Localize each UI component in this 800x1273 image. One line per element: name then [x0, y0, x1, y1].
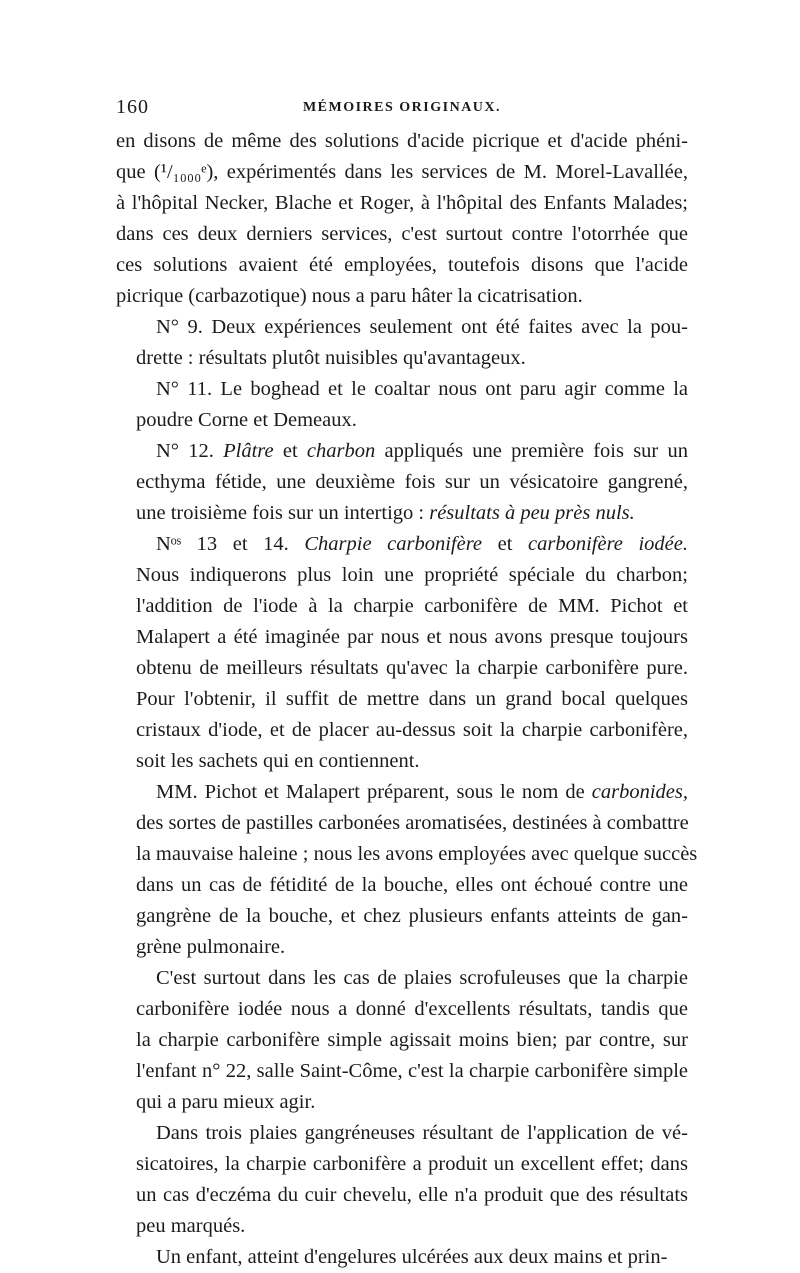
text-line: Pour l'obtenir, il suffit de mettre dans un grand bocal quelques — [136, 688, 688, 710]
text-line: l'addition de l'iode à la charpie carbonifère de MM. Pichot et — [136, 595, 688, 617]
page-header — [116, 96, 688, 126]
document-page — [116, 96, 698, 1273]
text-line: dans ces deux derniers services, c'est surtout contre l'otorrhée que — [116, 223, 688, 245]
body-text — [116, 126, 698, 1273]
text-line: des sortes de pastilles carbonées aromatisées, destinées à combattre — [136, 812, 689, 834]
text-line: gangrène de la bouche, et chez plusieurs enfants atteints de gan- — [136, 905, 688, 927]
text-line: ecthyma fétide, une deuxième fois sur un vésicatoire gangrené, — [136, 471, 688, 493]
text-line: un cas d'eczéma du cuir chevelu, elle n'a produit que des résultats — [136, 1184, 688, 1206]
text-line: Nous indiquerons plus loin une propriété spéciale du charbon; — [136, 564, 688, 586]
text-line: la charpie carbonifère simple agissait moins bien; par contre, sur — [136, 1029, 688, 1051]
page-number: 160 — [116, 96, 149, 118]
text-line: C'est surtout dans les cas de plaies scrofuleuses que la charpie — [156, 967, 688, 989]
text-line: MM. Pichot et Malapert préparent, sous le nom de carbonides, — [156, 781, 688, 803]
paragraph — [116, 436, 688, 529]
text-line: carbonifère iodée nous a donné d'excellents résultats, tandis que — [136, 998, 688, 1020]
text-line: une troisième fois sur un intertigo : résultats à peu près nuls. — [136, 502, 635, 524]
text-line: N° 9. Deux expériences seulement ont été faites avec la pou- — [156, 316, 688, 338]
paragraph — [116, 777, 698, 963]
text-line: drette : résultats plutôt nuisibles qu'avantageux. — [136, 347, 526, 369]
text-line: peu marqués. — [136, 1215, 246, 1237]
text-line: grène pulmonaire. — [136, 936, 286, 958]
text-line: à l'hôpital Necker, Blache et Roger, à l'hôpital des Enfants Malades; — [116, 192, 688, 214]
text-line: Nᵒˢ 13 et 14. Charpie carbonifère et carbonifère iodée. — [156, 533, 689, 555]
paragraph — [116, 1242, 688, 1273]
text-line: Dans trois plaies gangréneuses résultant de l'application de vé- — [156, 1122, 688, 1144]
text-line: cristaux d'iode, et de placer au-dessus soit la charpie carbonifère, — [136, 719, 688, 741]
paragraph — [116, 374, 688, 436]
paragraph — [116, 126, 688, 312]
text-line: poudre Corne et Demeaux. — [136, 409, 357, 431]
paragraph — [116, 529, 688, 777]
text-line: en disons de même des solutions d'acide picrique et d'acide phéni- — [116, 130, 688, 152]
text-line: N° 12. Plâtre et charbon appliqués une première fois sur un — [156, 440, 689, 462]
text-line: l'enfant n° 22, salle Saint-Côme, c'est la charpie carbonifère simple — [136, 1060, 688, 1082]
text-line: dans un cas de fétidité de la bouche, elles ont échoué contre une — [136, 874, 688, 896]
paragraph — [116, 312, 688, 374]
text-line: que (¹/₁₀₀₀ᵉ), expérimentés dans les services de M. Morel-Lavallée, — [116, 161, 688, 183]
paragraph — [116, 963, 688, 1118]
text-line: Malapert a été imaginée par nous et nous avons presque toujours — [136, 626, 688, 648]
text-line: picrique (carbazotique) nous a paru hâter la cicatrisation. — [116, 285, 583, 307]
text-line: qui a paru mieux agir. — [136, 1091, 316, 1113]
text-line: ces solutions avaient été employées, toutefois disons que l'acide — [116, 254, 688, 276]
paragraph — [116, 1118, 688, 1242]
text-line: la mauvaise haleine ; nous les avons employées avec quelque succès — [136, 843, 698, 865]
text-line: N° 11. Le boghead et le coaltar nous ont paru agir comme la — [156, 378, 688, 400]
text-line: sicatoires, la charpie carbonifère a produit un excellent effet; dans — [136, 1153, 688, 1175]
text-line: soit les sachets qui en contiennent. — [136, 750, 420, 772]
text-line: obtenu de meilleurs résultats qu'avec la charpie carbonifère pure. — [136, 657, 688, 679]
running-title: MÉMOIRES ORIGINAUX. — [302, 100, 502, 115]
text-line: Un enfant, atteint d'engelures ulcérées aux deux mains et prin- — [156, 1246, 668, 1268]
